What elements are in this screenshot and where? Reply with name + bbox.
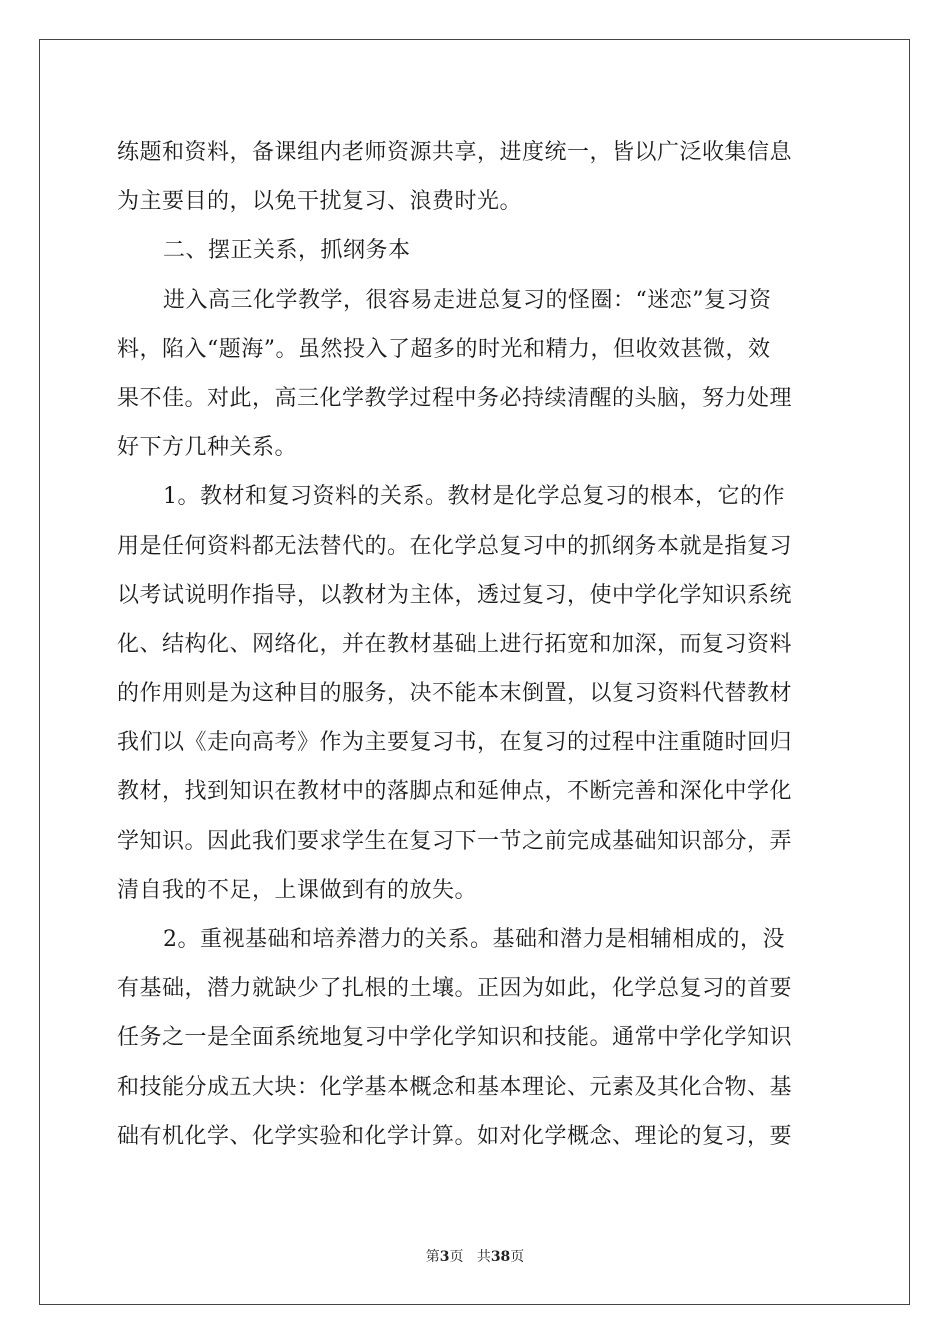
text-line: 有基础，潜力就缺少了扎根的土壤。正因为如此，化学总复习的首要 (117, 976, 793, 1002)
text-line: 为主要目的，以免干扰复习、浪费时光。 (117, 189, 523, 215)
text-line: 我们以《走向高考》作为主要复习书，在复习的过程中注重随时回归 (117, 730, 793, 756)
text-line: 任务之一是全面系统地复习中学化学知识和技能。通常中学化学知识 (117, 1025, 793, 1051)
text-line: 的作用则是为这种目的服务，决不能本末倒置，以复习资料代替教材 (117, 681, 793, 707)
text-line: 果不佳。对此，高三化学教学过程中务必持续清醒的头脑，努力处理 (117, 385, 793, 411)
body-text (117, 128, 837, 1161)
text-line: 学知识。因此我们要求学生在复习下一节之前完成基础知识部分，弄 (117, 828, 793, 854)
page-prefix: 第 (425, 1249, 440, 1265)
text-line: 练题和资料，备课组内老师资源共享，进度统一，皆以广泛收集信息 (117, 140, 793, 165)
page-current: 3 (439, 1249, 450, 1265)
text-line: 教材，找到知识在教材中的落脚点和延伸点，不断完善和深化中学化 (117, 779, 793, 805)
text-line: 二、摆正关系，抓纲务本 (163, 238, 411, 264)
page-footer (0, 1246, 950, 1266)
page-suffix: 页 (449, 1249, 464, 1265)
text-line: 和技能分成五大块：化学基本概念和基本理论、元素及其化合物、基 (117, 1074, 793, 1100)
text-line: 进入高三化学教学，很容易走进总复习的怪圈：“迷恋”复习资 (163, 287, 772, 313)
text-line: 2。重视基础和培养潜力的关系。基础和潜力是相辅相成的，没 (163, 927, 785, 952)
total-prefix: 共 (476, 1249, 491, 1265)
page-total: 38 (490, 1249, 511, 1265)
text-line: 化、结构化、网络化，并在教材基础上进行拓宽和加深，而复习资料 (117, 631, 793, 657)
total-suffix: 页 (510, 1249, 525, 1265)
text-line: 1。教材和复习资料的关系。教材是化学总复习的根本，它的作 (163, 484, 785, 510)
text-line: 好下方几种关系。 (117, 435, 298, 461)
text-line: 料，陷入“题海”。虽然投入了超多的时光和精力，但收效甚微，效 (117, 336, 771, 362)
text-line: 用是任何资料都无法替代的。在化学总复习中的抓纲务本就是指复习 (117, 533, 793, 559)
text-line: 础有机化学、化学实验和化学计算。如对化学概念、理论的复习，要 (117, 1123, 793, 1149)
text-line: 以考试说明作指导，以教材为主体，透过复习，使中学化学知识系统 (117, 582, 793, 608)
text-line: 清自我的不足，上课做到有的放失。 (117, 877, 478, 903)
